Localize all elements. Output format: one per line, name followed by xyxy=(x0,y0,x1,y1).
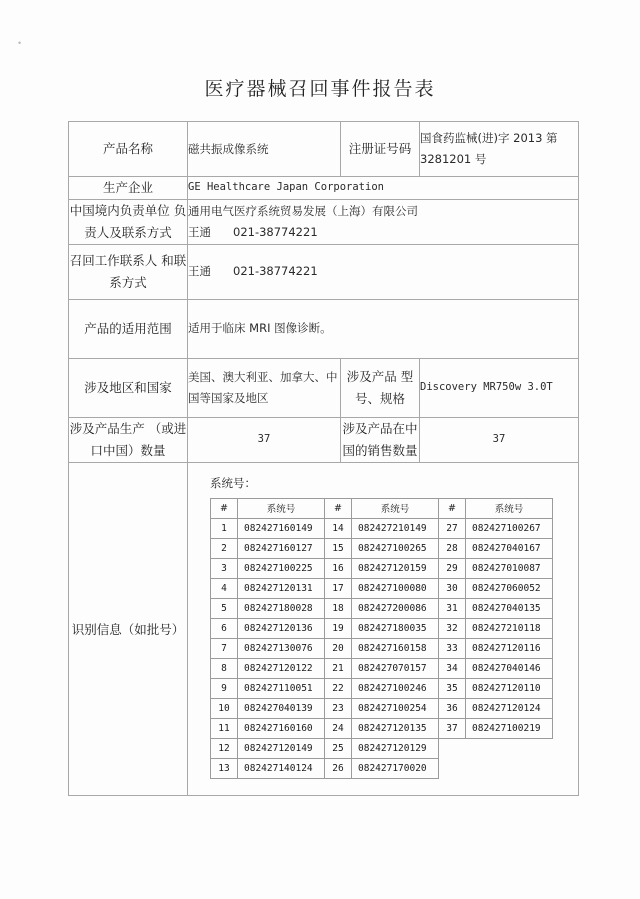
systems-row xyxy=(211,698,553,718)
systems-row xyxy=(211,558,553,578)
systems-cell-serial: 082427100254 xyxy=(352,698,439,718)
china-agent-contact-name: 王通 xyxy=(188,224,211,239)
china-agent-contact xyxy=(188,222,578,243)
systems-cell-serial: 082427040146 xyxy=(466,658,553,678)
manufacturer-label: 生产企业 xyxy=(69,177,188,200)
china-sales-label-line1: 涉及产品在中 xyxy=(342,420,418,436)
systems-cell-index: 2 xyxy=(211,538,238,558)
systems-row xyxy=(211,618,553,638)
systems-cell-index: 15 xyxy=(325,538,352,558)
scope-value: 适用于临床 MRI 图像诊断。 xyxy=(188,299,579,358)
systems-row xyxy=(211,598,553,618)
systems-cell-serial: 082427170020 xyxy=(352,758,439,778)
regions-label: 涉及地区和国家 xyxy=(69,358,188,417)
model-label-line1: 涉及产品 xyxy=(346,368,397,384)
systems-cell-empty xyxy=(439,758,466,778)
table-row-identification xyxy=(69,462,579,795)
table-row-recall-contact xyxy=(69,244,579,299)
recall-contact-name: 王通 xyxy=(188,264,211,279)
product-name-value: 磁共振成像系统 xyxy=(188,122,341,177)
systems-row xyxy=(211,538,553,558)
systems-cell-index: 32 xyxy=(439,618,466,638)
systems-row xyxy=(211,678,553,698)
systems-cell-index: 11 xyxy=(211,718,238,738)
systems-cell-serial: 082427120136 xyxy=(238,618,325,638)
systems-col-header-index-1: # xyxy=(211,498,238,518)
systems-cell-serial: 082427130076 xyxy=(238,638,325,658)
systems-col-header-serial-2: 系统号 xyxy=(352,498,439,518)
recall-report-table xyxy=(68,121,579,796)
systems-cell-index: 13 xyxy=(211,758,238,778)
systems-row xyxy=(211,718,553,738)
systems-row xyxy=(211,758,553,778)
recall-contact-phone: 021-38774221 xyxy=(233,264,318,279)
systems-cell-serial: 082427140124 xyxy=(238,758,325,778)
systems-cell-serial: 082427210149 xyxy=(352,518,439,538)
systems-cell-serial: 082427110051 xyxy=(238,678,325,698)
systems-cell-serial: 082427120149 xyxy=(238,738,325,758)
table-row-quantities xyxy=(69,417,579,462)
systems-cell-serial: 082427180028 xyxy=(238,598,325,618)
systems-cell-index: 33 xyxy=(439,638,466,658)
systems-header-row xyxy=(211,498,553,518)
china-agent-label-line1: 中国境内负责单位 xyxy=(69,202,170,218)
systems-cell-serial: 082427040135 xyxy=(466,598,553,618)
systems-cell-serial: 082427160127 xyxy=(238,538,325,558)
systems-cell-index: 34 xyxy=(439,658,466,678)
regions-value-line1: 美国、澳大利亚、加拿大、中 xyxy=(188,369,338,384)
china-sales-value: 37 xyxy=(420,417,579,462)
systems-cell-serial: 082427010087 xyxy=(466,558,553,578)
systems-cell-empty xyxy=(439,738,466,758)
china-agent-company: 通用电气医疗系统贸易发展（上海）有限公司 xyxy=(188,204,418,219)
systems-block xyxy=(188,463,578,795)
systems-cell-serial: 082427120124 xyxy=(466,698,553,718)
recall-contact-label-line1: 召回工作联系人 xyxy=(69,252,158,268)
manufacturer-value: GE Healthcare Japan Corporation xyxy=(188,177,579,200)
systems-cell-serial: 082427040139 xyxy=(238,698,325,718)
systems-col-header-index-2: # xyxy=(325,498,352,518)
systems-cell-serial: 082427180035 xyxy=(352,618,439,638)
systems-cell-index: 16 xyxy=(325,558,352,578)
identification-label: 识别信息（如批号） xyxy=(69,462,188,795)
systems-cell-serial: 082427120159 xyxy=(352,558,439,578)
registration-value-line1: 国食药监械(进)字 2013 第 xyxy=(420,131,558,146)
systems-cell-index: 5 xyxy=(211,598,238,618)
systems-col-header-serial-3: 系统号 xyxy=(466,498,553,518)
systems-cell-index: 7 xyxy=(211,638,238,658)
systems-cell-index: 18 xyxy=(325,598,352,618)
systems-cell-index: 14 xyxy=(325,518,352,538)
registration-value-line2: 3281201 号 xyxy=(420,152,487,166)
systems-cell-serial: 082427100265 xyxy=(352,538,439,558)
registration-label: 注册证号码 xyxy=(341,122,420,177)
china-agent-label xyxy=(69,199,188,244)
systems-cell-serial: 082427120116 xyxy=(466,638,553,658)
systems-cell-index: 8 xyxy=(211,658,238,678)
systems-row xyxy=(211,578,553,598)
systems-cell-index: 35 xyxy=(439,678,466,698)
regions-value-line2: 国等国家及地区 xyxy=(188,390,269,405)
product-name-label: 产品名称 xyxy=(69,122,188,177)
quantity-value: 37 xyxy=(188,417,341,462)
corner-mark: • xyxy=(18,38,22,48)
recall-contact-label-line2: 和联系方式 xyxy=(109,252,187,290)
systems-cell-index: 9 xyxy=(211,678,238,698)
systems-cell-index: 20 xyxy=(325,638,352,658)
systems-cell-index: 4 xyxy=(211,578,238,598)
systems-cell-serial: 082427120135 xyxy=(352,718,439,738)
systems-cell-index: 27 xyxy=(439,518,466,538)
systems-row xyxy=(211,638,553,658)
systems-cell-serial: 082427160149 xyxy=(238,518,325,538)
systems-col-header-index-3: # xyxy=(439,498,466,518)
systems-cell-index: 23 xyxy=(325,698,352,718)
model-label-line2: 型号、规格 xyxy=(354,368,414,406)
systems-cell-empty xyxy=(466,738,553,758)
systems-table xyxy=(210,498,553,779)
systems-cell-serial: 082427100219 xyxy=(466,718,553,738)
table-row-product xyxy=(69,122,579,177)
recall-contact-label xyxy=(69,244,188,299)
systems-cell-serial: 082427100267 xyxy=(466,518,553,538)
systems-cell-index: 24 xyxy=(325,718,352,738)
systems-cell-index: 29 xyxy=(439,558,466,578)
systems-cell-serial: 082427100246 xyxy=(352,678,439,698)
model-value: Discovery MR750w 3.0T xyxy=(420,358,579,417)
systems-cell-index: 37 xyxy=(439,718,466,738)
systems-cell-serial: 082427120131 xyxy=(238,578,325,598)
systems-cell-serial: 082427100225 xyxy=(238,558,325,578)
china-agent-value xyxy=(188,199,579,244)
identification-value xyxy=(188,462,579,795)
systems-cell-index: 26 xyxy=(325,758,352,778)
systems-cell-serial: 082427120122 xyxy=(238,658,325,678)
systems-cell-index: 22 xyxy=(325,678,352,698)
systems-cell-serial: 082427160160 xyxy=(238,718,325,738)
systems-cell-index: 10 xyxy=(211,698,238,718)
systems-cell-index: 36 xyxy=(439,698,466,718)
table-row-scope xyxy=(69,299,579,358)
systems-cell-serial: 082427120129 xyxy=(352,738,439,758)
china-sales-label-line2: 国的销售数量 xyxy=(342,442,418,458)
table-row-china-agent xyxy=(69,199,579,244)
systems-heading: 系统号： xyxy=(210,475,256,490)
systems-col-header-serial-1: 系统号 xyxy=(238,498,325,518)
systems-cell-serial: 082427060052 xyxy=(466,578,553,598)
recall-contact-value xyxy=(188,244,579,299)
systems-cell-empty xyxy=(466,758,553,778)
systems-body xyxy=(211,518,553,778)
systems-cell-index: 28 xyxy=(439,538,466,558)
systems-cell-index: 1 xyxy=(211,518,238,538)
systems-cell-serial: 082427070157 xyxy=(352,658,439,678)
systems-cell-serial: 082427200086 xyxy=(352,598,439,618)
quantity-label xyxy=(69,417,188,462)
systems-cell-serial: 082427100080 xyxy=(352,578,439,598)
systems-cell-index: 25 xyxy=(325,738,352,758)
systems-cell-index: 6 xyxy=(211,618,238,638)
quantity-label-line2: （或进口中国）数量 xyxy=(90,420,187,458)
registration-value xyxy=(420,122,579,177)
systems-cell-index: 19 xyxy=(325,618,352,638)
systems-cell-index: 31 xyxy=(439,598,466,618)
systems-row xyxy=(211,658,553,678)
systems-cell-serial: 082427040167 xyxy=(466,538,553,558)
china-agent-contact-phone: 021-38774221 xyxy=(233,224,318,239)
table-row-regions xyxy=(69,358,579,417)
quantity-label-line1: 涉及产品生产 xyxy=(69,420,145,436)
regions-value xyxy=(188,358,341,417)
model-label xyxy=(341,358,420,417)
scope-label: 产品的适用范围 xyxy=(69,299,188,358)
systems-cell-index: 3 xyxy=(211,558,238,578)
systems-cell-serial: 082427210118 xyxy=(466,618,553,638)
systems-cell-index: 30 xyxy=(439,578,466,598)
systems-cell-serial: 082427160158 xyxy=(352,638,439,658)
page-title: 医疗器械召回事件报告表 xyxy=(204,78,436,100)
systems-row xyxy=(211,518,553,538)
systems-cell-serial: 082427120110 xyxy=(466,678,553,698)
systems-row xyxy=(211,738,553,758)
table-row-manufacturer xyxy=(69,177,579,200)
systems-cell-index: 12 xyxy=(211,738,238,758)
systems-cell-index: 21 xyxy=(325,658,352,678)
china-agent-label-line2: 负责人及联系方式 xyxy=(84,202,187,240)
systems-cell-index: 17 xyxy=(325,578,352,598)
china-sales-label xyxy=(341,417,420,462)
